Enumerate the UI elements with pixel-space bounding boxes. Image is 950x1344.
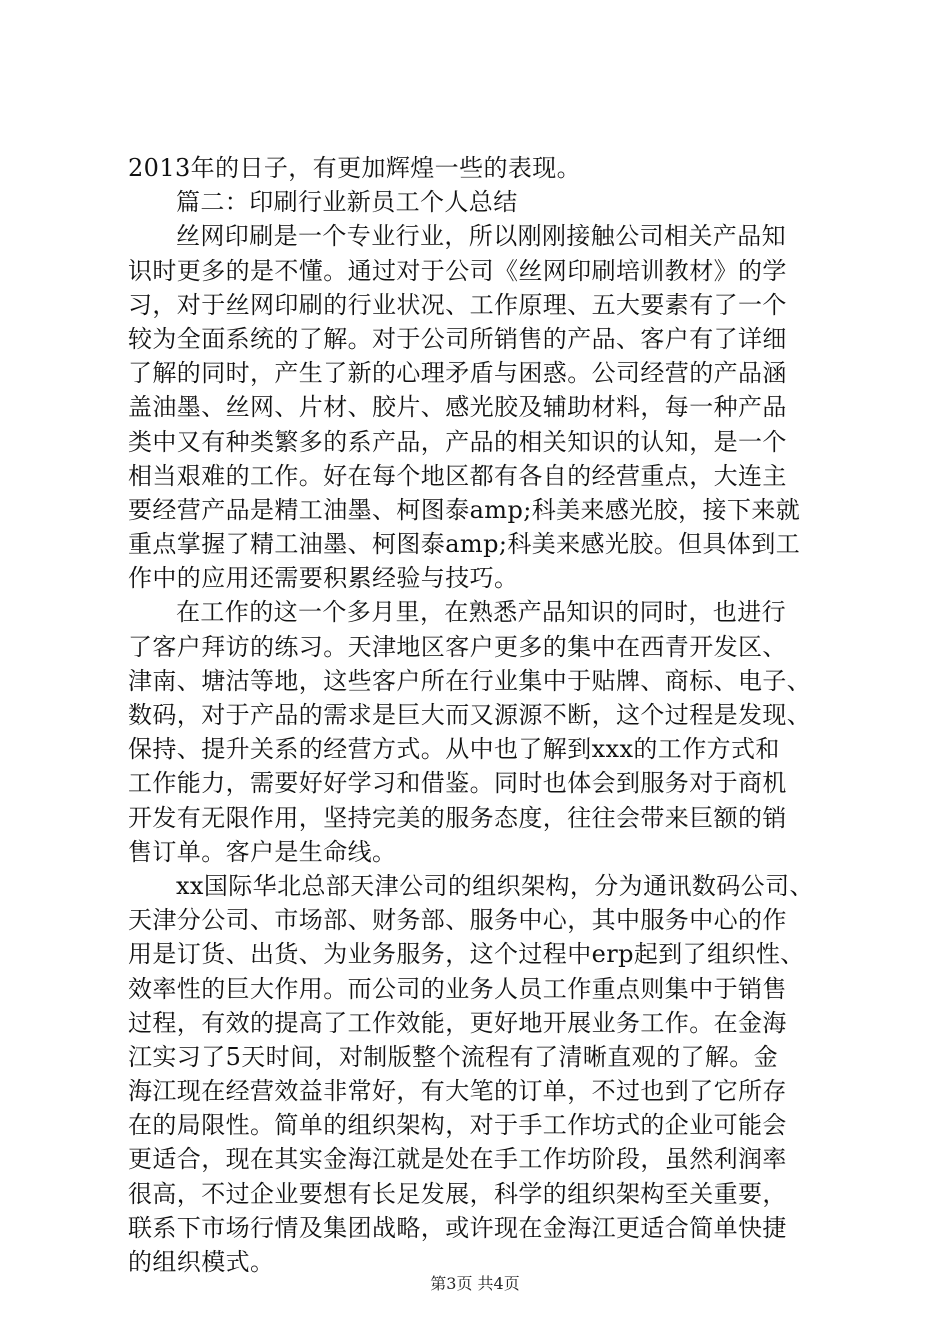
text-line: xx国际华北总部天津公司的组织架构，分为通讯数码公司、 xyxy=(176,871,814,900)
text-line: 效率性的巨大作用。而公司的业务人员工作重点则集中于销售 xyxy=(128,974,787,1003)
text-line: 数码，对于产品的需求是巨大而又源源不断，这个过程是发现、 xyxy=(128,701,812,729)
text-line: 售订单。客户是生命线。 xyxy=(128,837,397,866)
text-line: 江实习了5天时间，对制版整个流程有了清晰直观的了解。金 xyxy=(128,1042,779,1071)
text-line: 过程，有效的提高了工作效能，更好地开展业务工作。在金海 xyxy=(128,1008,787,1037)
text-line: 工作能力，需要好好学习和借鉴。同时也体会到服务对于商机 xyxy=(128,769,787,798)
text-line: 在的局限性。简单的组织架构，对于手工作坊式的企业可能会 xyxy=(128,1111,787,1140)
text-line: 识时更多的是不懂。通过对于公司《丝网印刷培训教材》的学 xyxy=(128,256,787,285)
text-line: 天津分公司、市场部、财务部、服务中心，其中服务中心的作 xyxy=(128,906,787,935)
text-line: 保持、提升关系的经营方式。从中也了解到xxx的工作方式和 xyxy=(128,735,780,764)
text-line: 重点掌握了精工油墨、柯图泰amp;科美来感光胶。但具体到工 xyxy=(128,530,801,559)
page-number-footer: 第3页 共4页 xyxy=(430,1274,520,1293)
text-line: 丝网印刷是一个专业行业，所以刚刚接触公司相关产品知 xyxy=(176,222,786,251)
text-line: 相当艰难的工作。好在每个地区都有各自的经营重点，大连主 xyxy=(128,461,787,490)
text-line: 了客户拜访的练习。天津地区客户更多的集中在西青开发区、 xyxy=(128,632,787,661)
text-line: 类中又有种类繁多的系产品，产品的相关知识的认知，是一个 xyxy=(128,427,787,456)
text-line: 作中的应用还需要积累经验与技巧。 xyxy=(128,564,519,593)
text-line: 2013年的日子，有更加辉煌一些的表现。 xyxy=(128,154,582,182)
text-line: 习，对于丝网印刷的行业状况、工作原理、五大要素有了一个 xyxy=(128,290,787,319)
text-line: 较为全面系统的了解。对于公司所销售的产品、客户有了详细 xyxy=(128,324,787,353)
text-line: 海江现在经营效益非常好，有大笔的订单，不过也到了它所存 xyxy=(128,1077,787,1106)
text-line: 联系下市场行情及集团战略，或许现在金海江更适合简单快捷 xyxy=(128,1213,787,1242)
section-heading: 篇二：印刷行业新员工个人总结 xyxy=(176,188,518,217)
text-line: 津南、塘沽等地，这些客户所在行业集中于贴牌、商标、电子、 xyxy=(128,666,812,695)
text-line: 在工作的这一个多月里，在熟悉产品知识的同时，也进行 xyxy=(176,598,786,627)
document-body xyxy=(128,151,828,1279)
text-line: 更适合，现在其实金海江就是处在手工作坊阶段，虽然利润率 xyxy=(128,1145,787,1174)
text-line: 很高，不过企业要想有长足发展，科学的组织架构至关重要， xyxy=(128,1179,787,1208)
text-line: 了解的同时，产生了新的心理矛盾与困惑。公司经营的产品涵 xyxy=(128,359,787,388)
text-line: 盖油墨、丝网、片材、胶片、感光胶及辅助材料，每一种产品 xyxy=(128,393,787,422)
text-line: 开发有无限作用，坚持完美的服务态度，往往会带来巨额的销 xyxy=(128,803,787,832)
text-line: 要经营产品是精工油墨、柯图泰amp;科美来感光胶，接下来就 xyxy=(128,495,801,524)
text-line: 的组织模式。 xyxy=(128,1248,275,1276)
text-line: 用是订货、出货、为业务服务，这个过程中erp起到了组织性、 xyxy=(128,940,805,969)
